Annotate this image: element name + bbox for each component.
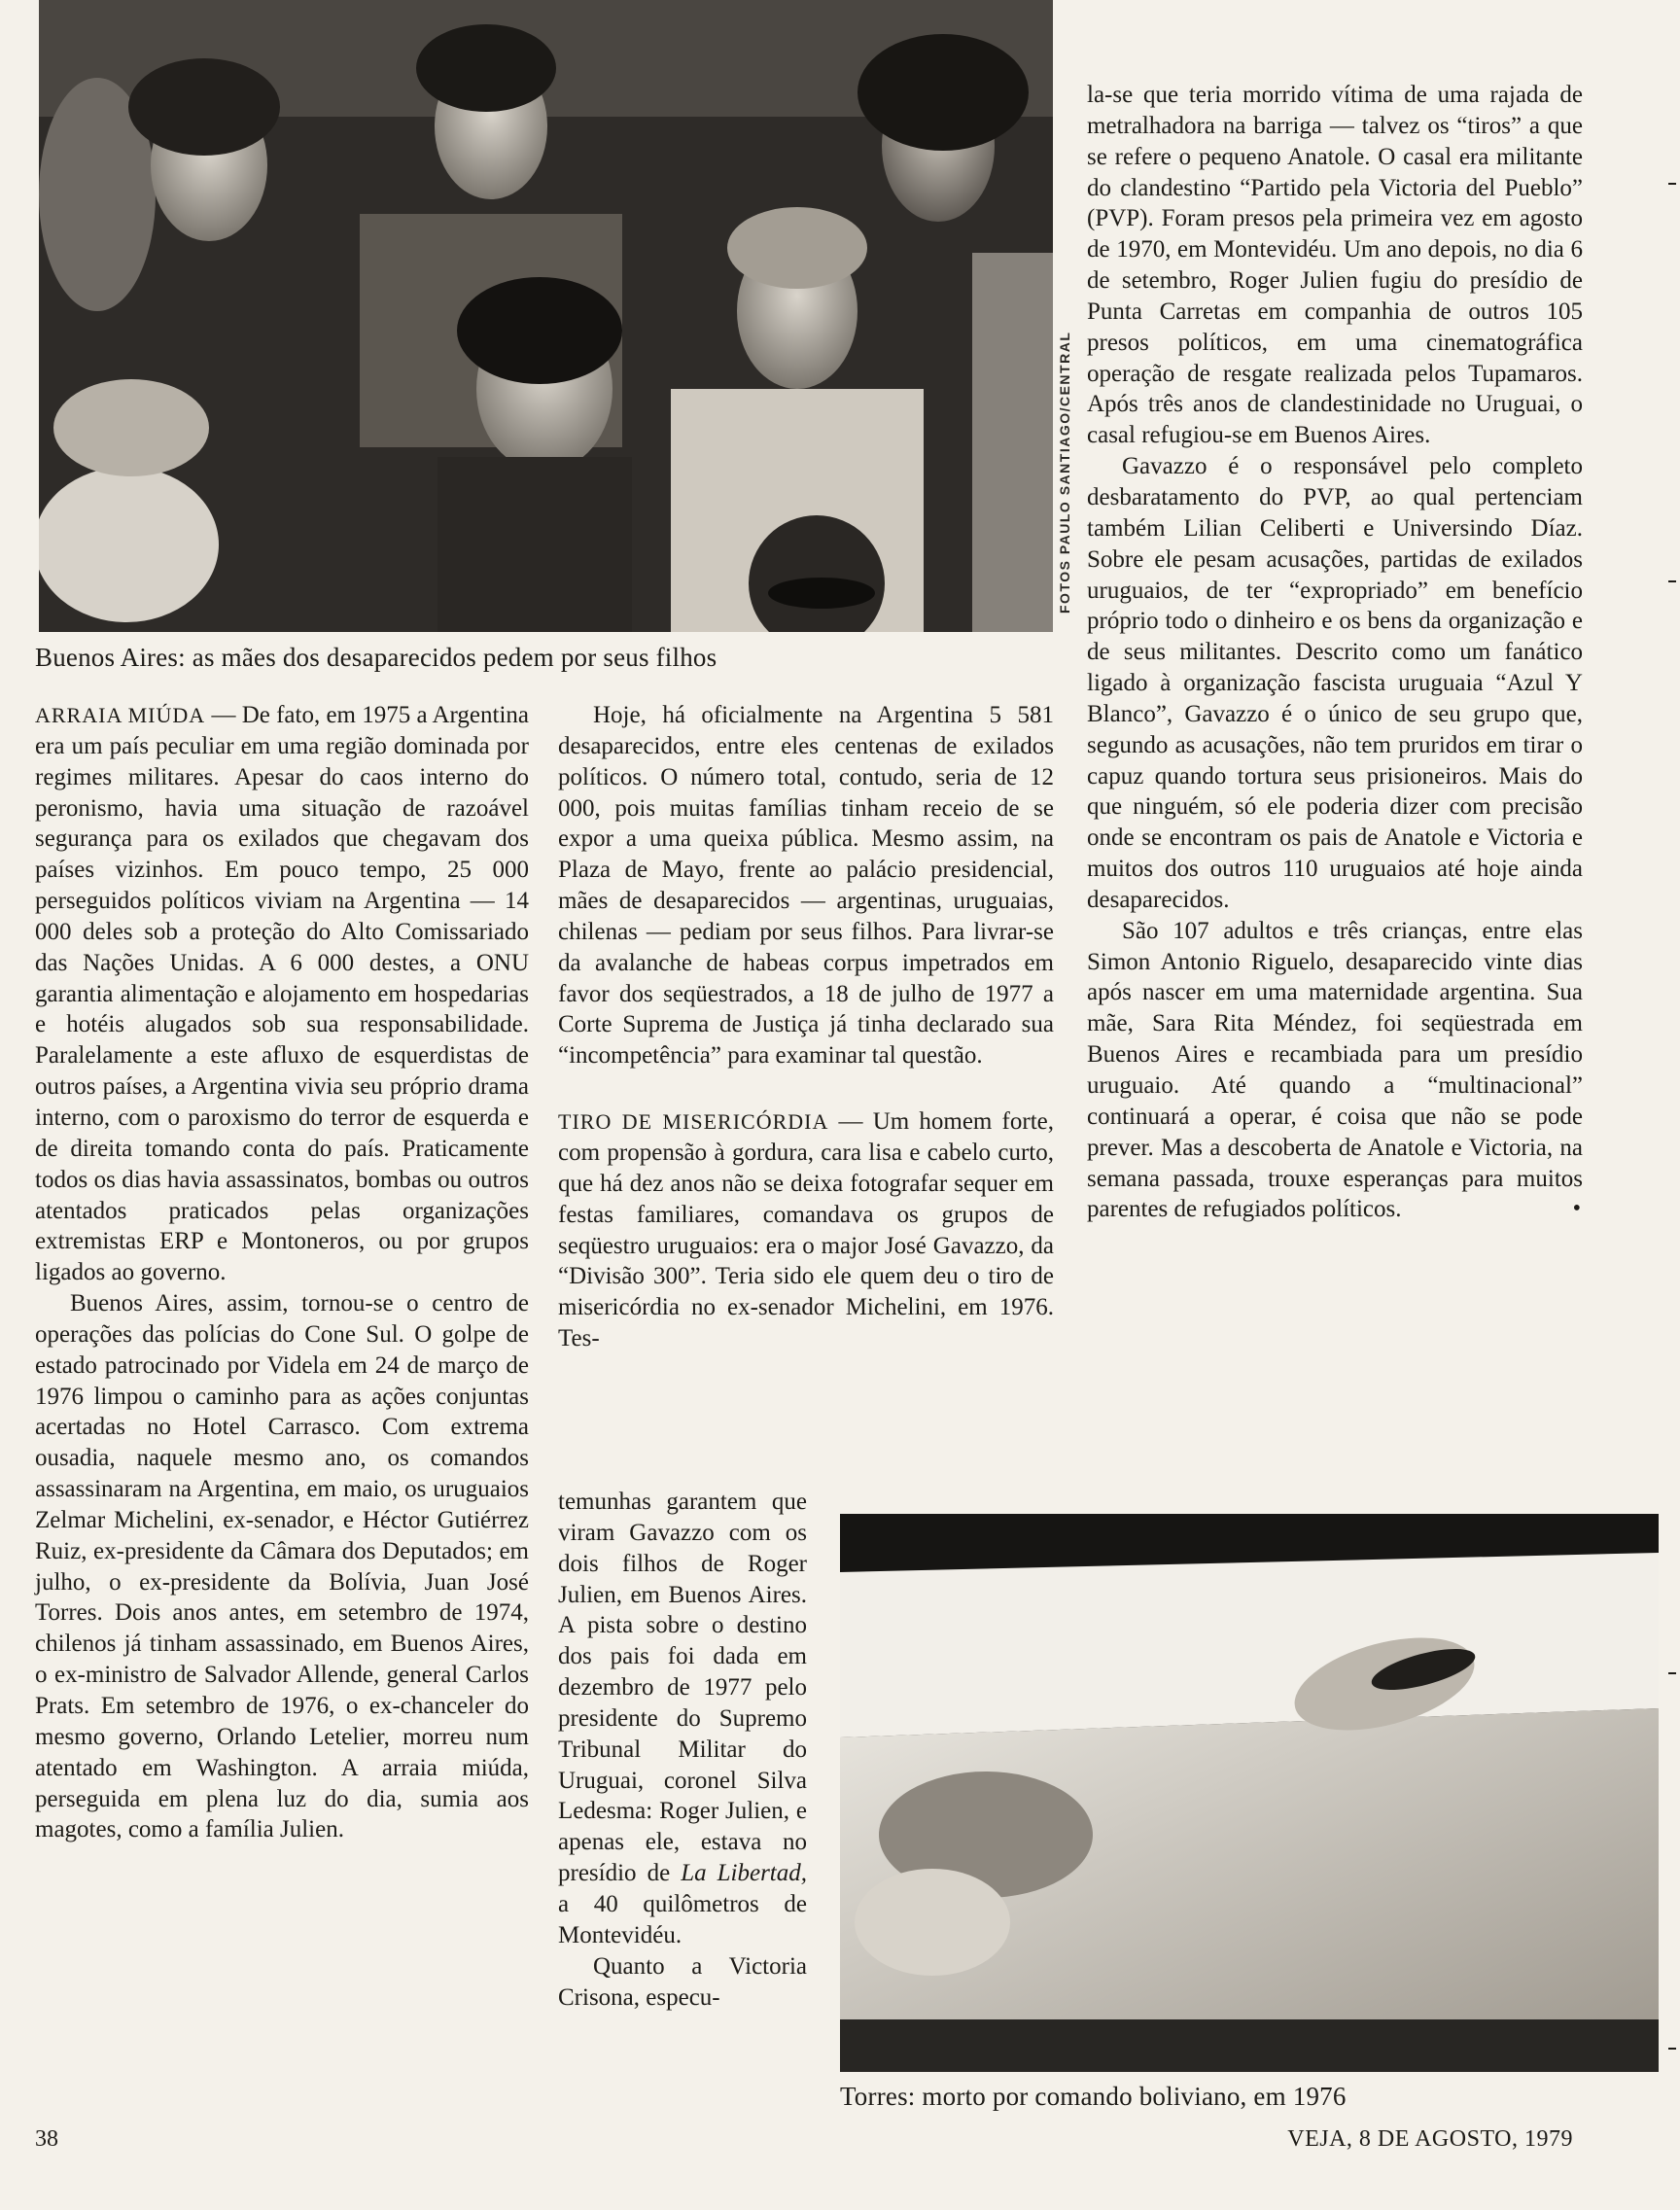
photo-torres-image bbox=[840, 1514, 1659, 2072]
article-column-2-continued bbox=[558, 1487, 807, 2013]
page-edge-mark bbox=[1668, 2048, 1676, 2050]
paragraph: São 107 adultos e três crianças, entre elas Simon Antonio Riguelo, desaparecido vinte dias após nascer em uma maternidade argentina. Sua mãe, Sara Rita Méndez, foi seqüestrada em Buenos Aires e recambiada para um presídio uruguaio. Até quando a “multinacional” continuará a operar, é coisa que não se pode prever. Mas a descoberta de Anatole e Victoria, na semana passada, trouxe esperanças para muitos parentes de refugiados políticos. • bbox=[1087, 916, 1583, 1225]
paragraph-arraia-miuda: ARRAIA MIÚDA — De fato, em 1975 a Argentina era um país peculiar em uma região dominada por regimes militares. Apesar do caos interno do peronismo, havia uma situação de razoável segurança para os exilados que chegavam dos países vizinhos. Em pouco tempo, 25 000 perseguidos políticos viviam na Argentina — 14 000 deles sob a proteção do Alto Comissariado das Nações Unidas. A 6 000 destes, a ONU garantia alimentação e alojamento em hospedarias e hotéis alugados sob sua responsabilidade. Paralelamente a este afluxo de esquerdistas de outros países, a Argentina vivia seu próprio drama interno, com o paroxismo do terror de esquerda e de direita tomando conta do país. Praticamente todos os dias havia assassinatos, bombas ou outros atentados praticados pelas organizações extremistas ERP e Montoneros, ou por grupos ligados ao governo. bbox=[35, 702, 529, 1286]
paragraph: Gavazzo é o responsável pelo completo desbaratamento do PVP, ao qual pertenciam também Lilian Celiberti e Universindo Díaz. Sobre ele pesam acusações, partidas de exilados uruguaios, de ter “expropriado” em benefício próprio todo o dinheiro e os bens da organização e de seus militantes. Descrito como um fanático ligado à organização fascista uruguaia “Azul Y Blanco”, Gavazzo é o único de seu grupo que, segundo as acusações, não tem pruridos em tirar o capuz quando tortura seus prisioneiros. Mais do que ninguém, só ele poderia dizer com precisão onde se encontram os pais de Anatole e Victoria e muitos dos outros 110 uruguaios até hoje ainda desaparecidos. bbox=[1087, 453, 1583, 913]
section-heading-tiro-de-misericordia: TIRO DE MISERICÓRDIA bbox=[558, 1109, 829, 1135]
paragraph: Quanto a Victoria Crisona, especu- bbox=[558, 1952, 807, 2011]
article-column-3 bbox=[1087, 80, 1583, 1225]
paragraph: temunhas garantem que viram Gavazzo com os dois filhos de Roger Julien, em Buenos Aires. A pista sobre o destino dos pais foi dada em dezembro de 1977 pelo presidente do Supremo Tribunal Militar do Uruguai, coronel Silva Ledesma: Roger Julien, e apenas ele, estava no presídio de La Libertad, a 40 quilômetros de Montevidéu. bbox=[558, 1489, 808, 1948]
page-edge-mark bbox=[1668, 580, 1676, 582]
footer-publication-date: VEJA, 8 DE AGOSTO, 1979 bbox=[1287, 2126, 1573, 2152]
photo-caption-bottom: Torres: morto por comando boliviano, em 1976 bbox=[840, 2082, 1347, 2111]
section-heading-arraia-miuda: ARRAIA MIÚDA bbox=[35, 703, 206, 727]
end-of-article-mark: • bbox=[1572, 1196, 1581, 1222]
photo-mothers-plaza bbox=[39, 0, 1053, 632]
paragraph: la-se que teria morrido vítima de uma rajada de metralhadora na barriga — talvez os “tiros” a que se refere o pequeno Anatole. O casal era militante do clandestino “Partido pela Victoria del Pueblo” (PVP). Foram presos pela primeira vez em agosto de 1970, em Montevidéu. Um ano depois, no dia 6 de setembro, Roger Julien fugiu do presídio de Punta Carretas em companhia de outros 105 presos políticos, em uma cinematográfica operação de resgate realizada pelos Tupamaros. Após três anos de clandestinidade no Uruguai, o casal refugiou-se em Buenos Aires. bbox=[1087, 82, 1583, 449]
page-edge-mark bbox=[1668, 1672, 1676, 1674]
page-number: 38 bbox=[35, 2126, 58, 2152]
paragraph-tiro-de-misericordia: TIRO DE MISERICÓRDIA — Um homem forte, com propensão à gordura, cara lisa e cabelo curto, que há dez anos não se deixa fotografar sequer em festas familiares, comandava os grupos de seqüestro uruguaios: era o major José Gavazzo, da “Divisão 300”. Teria sido ele quem deu o tiro de misericórdia no ex-senador Michelini, em 1976. Tes- bbox=[558, 1108, 1054, 1352]
photo-caption-top: Buenos Aires: as mães dos desaparecidos pedem por seus filhos bbox=[35, 643, 718, 672]
paragraph: Buenos Aires, assim, tornou-se o centro de operações das polícias do Cone Sul. O golpe de estado patrocinado por Videla em 24 de março de 1976 limpou o caminho para as ações conjuntas acertadas no Hotel Carrasco. Com extrema ousadia, naquele mesmo ano, os comandos assassinaram na Argentina, em maio, os uruguaios Zelmar Michelini, ex-senador, e Héctor Gutiérrez Ruiz, ex-presidente da Câmara dos Deputados; em julho, o ex-presidente da Bolívia, Juan José Torres. Dois anos antes, em setembro de 1974, chilenos já tinham assassinado, em Buenos Aires, o ex-ministro de Salvador Allende, general Carlos Prats. Em setembro de 1976, o ex-chanceler do mesmo governo, Orlando Letelier, morreu num atentado em Washington. A arraia miúda, perseguida em plena luz do dia, sumia aos magotes, como a família Julien. bbox=[35, 1290, 529, 1843]
photo-credit: FOTOS PAULO SANTIAGO/CENTRAL bbox=[1057, 331, 1072, 614]
article-column-2 bbox=[558, 700, 1054, 1354]
page-edge-mark bbox=[1668, 183, 1676, 185]
article-column-1 bbox=[35, 700, 529, 1845]
photo-mothers-image bbox=[39, 0, 1053, 632]
paragraph: Hoje, há oficialmente na Argentina 5 581 desaparecidos, entre eles centenas de exilados políticos. O número total, contudo, seria de 12 000, pois muitas famílias tinham receio de se expor a uma queixa pública. Mesmo assim, na Plaza de Mayo, frente ao palácio presidencial, mães de desaparecidos — argentinas, uruguaias, chilenas — pediam por seus filhos. Para livrar-se da avalanche de habeas corpus impetrados em favor dos seqüestrados, a 18 de julho de 1977 a Corte Suprema de Justiça já tinha declarado sua “incompetência” para examinar tal questão. bbox=[558, 702, 1054, 1070]
photo-torres-coffin bbox=[840, 1514, 1659, 2072]
